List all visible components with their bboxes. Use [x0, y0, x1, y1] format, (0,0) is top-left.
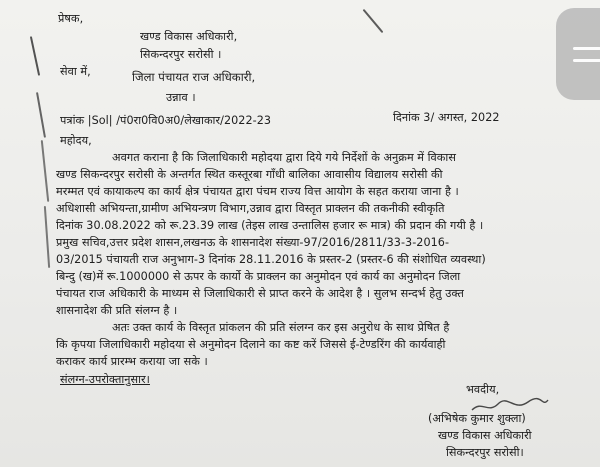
- body-line: खण्ड सिकन्दरपुर सरोसी के अन्तर्गत स्थित कस्तूरबा गाँधी बालिका आवासीय विद्यालय सरोसी की: [56, 168, 443, 181]
- body-line: बिन्दु (ख)में रू.1000000 से ऊपर के कार्यो के प्राक्लन का अनुमोदन एवं कार्य का अनुमोदन जिला: [56, 270, 461, 283]
- menu-bar: [573, 47, 600, 50]
- scan-mark: [44, 206, 50, 268]
- closing: भवदीय,: [466, 383, 500, 396]
- body-line: कि कृपया जिलाधिकारी महोदया से अनुमोदन दिलाने का कष्ट करें जिससे ई-टेण्डरिंग की कार्यवाही: [56, 338, 446, 351]
- enclosure-note: संलग्न-उपरोक्तानुसार।: [60, 373, 150, 386]
- body-line: अधिशासी अभियन्ता,ग्रामीण अभियन्त्रण विभाग,उन्नाव द्वारा विस्तृत प्राक्लन की तकनीकी स्वीकृति: [56, 202, 445, 215]
- sender-label: प्रेषक,: [58, 12, 84, 25]
- salutation: महोदय,: [60, 134, 92, 147]
- signatory-place: सिकन्दरपुर सरोसी।: [446, 446, 524, 459]
- body-line: अतः उक्त कार्य के विस्तृत प्रांकलन की प्रति संलग्न कर इस अनुरोध के साथ प्रेषित है: [112, 321, 450, 334]
- letter-date: दिनांक 3/ अगस्त, 2022: [393, 111, 500, 124]
- body-line: दिनांक 30.08.2022 को रू.23.39 लाख (तेइस लाख उन्तालिस हजार रू मात्र) की प्रदान की गयी है ।: [56, 219, 484, 232]
- menu-bar: [573, 59, 600, 62]
- recipient-title: जिला पंचायत राज अधिकारी,: [132, 70, 256, 84]
- scan-mark: [30, 36, 40, 76]
- sender-title: खण्ड विकास अधिकारी,: [140, 30, 238, 43]
- body-line: प्रमुख सचिव,उत्तर प्रदेश शासन,लखनऊ के शासनादेश संख्या-97/2016/2811/33-3-2016-: [56, 236, 450, 249]
- signatory-title: खण्ड विकास अधिकारी: [438, 429, 532, 442]
- signature-scribble: [470, 396, 550, 416]
- sender-place: सिकन्दरपुर सरोसी ।: [140, 48, 222, 61]
- signatory-name: (अभिषेक कुमार शुक्ला): [428, 412, 526, 425]
- to-label: सेवा में,: [60, 65, 91, 78]
- hamburger-menu-icon[interactable]: [556, 8, 600, 100]
- body-line: 03/2015 पंचायती राज अनुभाग-3 दिनांक 28.11.2016 के प्रस्तर-2 (प्रस्तर-6 की संशोधित व्यवस्था): [56, 253, 486, 266]
- scan-mark: [36, 92, 45, 138]
- body-line: कराकर कार्य प्रारम्भ कराया जा सके ।: [56, 355, 208, 368]
- scan-mark: [41, 140, 49, 202]
- recipient-place: उन्नाव ।: [166, 91, 196, 104]
- letter-number: पत्रांक |Sol| /पं0रा0वि0अ0/लेखाकार/2022-23: [60, 114, 272, 127]
- body-line: मरम्मत एवं कायाकल्प का कार्य क्षेत्र पंचायत द्वारा पंचम राज्य वित्त आयोग के सहत कराया जाना है ।: [56, 185, 459, 198]
- body-line: पंचायत राज अधिकारी के माध्यम से जिलाधिकारी से प्राप्त करने के आदेश है । सुलभ सन्दर्भ हेतु उक्त: [56, 287, 464, 300]
- body-line: शासनादेश की प्रति संलग्न है ।: [56, 304, 178, 317]
- body-line: अवगत कराना है कि जिलाधिकारी महोदया द्वारा दिये गये निर्देशों के अनुक्रम में विकास: [112, 151, 456, 164]
- pen-mark: [363, 9, 384, 33]
